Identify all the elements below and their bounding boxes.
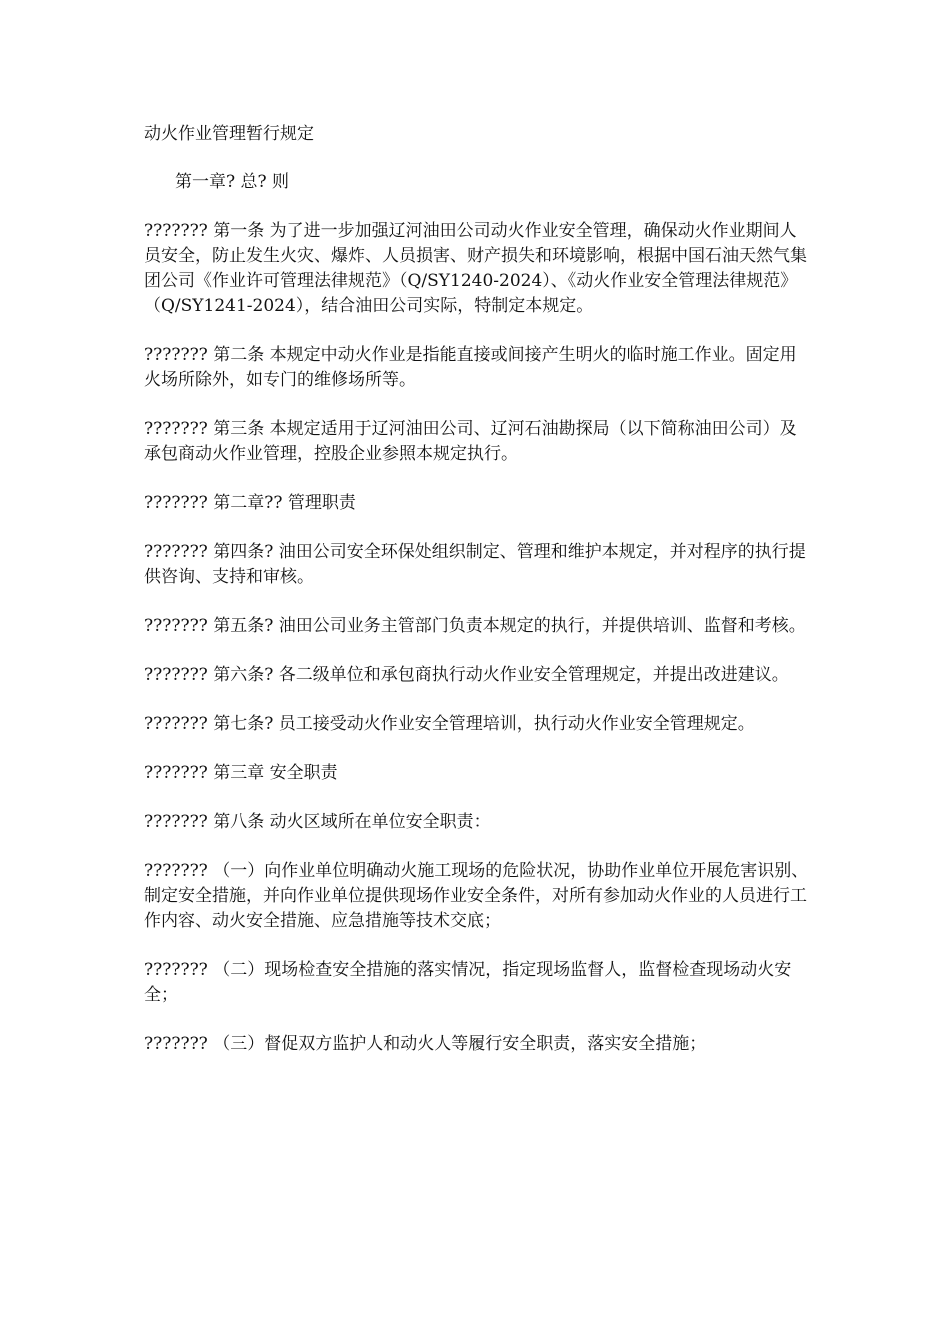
document-title: 动火作业管理暂行规定 — [144, 124, 314, 144]
article-paragraph: ??????? 第八条 动火区域所在单位安全职责： — [144, 812, 491, 832]
article-paragraph: ??????? 第六条? 各二级单位和承包商执行动火作业安全管理规定，并提出改进建议。 — [144, 665, 789, 685]
document-body — [144, 122, 812, 1081]
article-paragraph: ??????? 第七条? 员工接受动火作业安全管理培训，执行动火作业安全管理规定。 — [144, 714, 755, 734]
article-paragraph: ??????? 第五条? 油田公司业务主管部门负责本规定的执行，并提供培训、监督和考核。 — [144, 616, 806, 636]
chapter-heading: ??????? 第三章 安全职责 — [144, 763, 338, 783]
chapter-heading: ??????? 第二章?? 管理职责 — [144, 493, 356, 513]
article-paragraph: ??????? 第二条 本规定中动火作业是指能直接或间接产生明火的临时施工作业。固定用火场所除外，如专门的维修场所等。 — [144, 345, 797, 390]
article-paragraph: ??????? 第四条? 油田公司安全环保处组织制定、管理和维护本规定，并对程序的执行提供咨询、支持和审核。 — [144, 542, 806, 587]
list-item-paragraph: ??????? （三）督促双方监护人和动火人等履行安全职责，落实安全措施； — [144, 1034, 707, 1054]
article-paragraph: ??????? 第一条 为了进一步加强辽河油田公司动火作业安全管理，确保动火作业期间人员安全，防止发生火灾、爆炸、人员损害、财产损失和环境影响，根据中国石油天然气集团公司《作业许可管理法律规范》（Q/SY1240-2024）、《动火作业安全管理法律规范》（Q/SY1241-2024），结合油田公司实际，特制定本规定。 — [144, 221, 807, 316]
chapter-heading: 第一章? 总? 则 — [175, 172, 290, 192]
article-paragraph: ??????? 第三条 本规定适用于辽河油田公司、辽河石油勘探局（以下简称油田公司）及承包商动火作业管理，控股企业参照本规定执行。 — [144, 419, 797, 464]
list-item-paragraph: ??????? （二）现场检查安全措施的落实情况，指定现场监督人，监督检查现场动火安全； — [144, 960, 792, 1005]
list-item-paragraph: ??????? （一）向作业单位明确动火施工现场的危险状况，协助作业单位开展危害识别、制定安全措施，并向作业单位提供现场作业安全条件，对所有参加动火作业的人员进行工作内容、动火安全措施、应急措施等技术交底； — [144, 861, 809, 931]
